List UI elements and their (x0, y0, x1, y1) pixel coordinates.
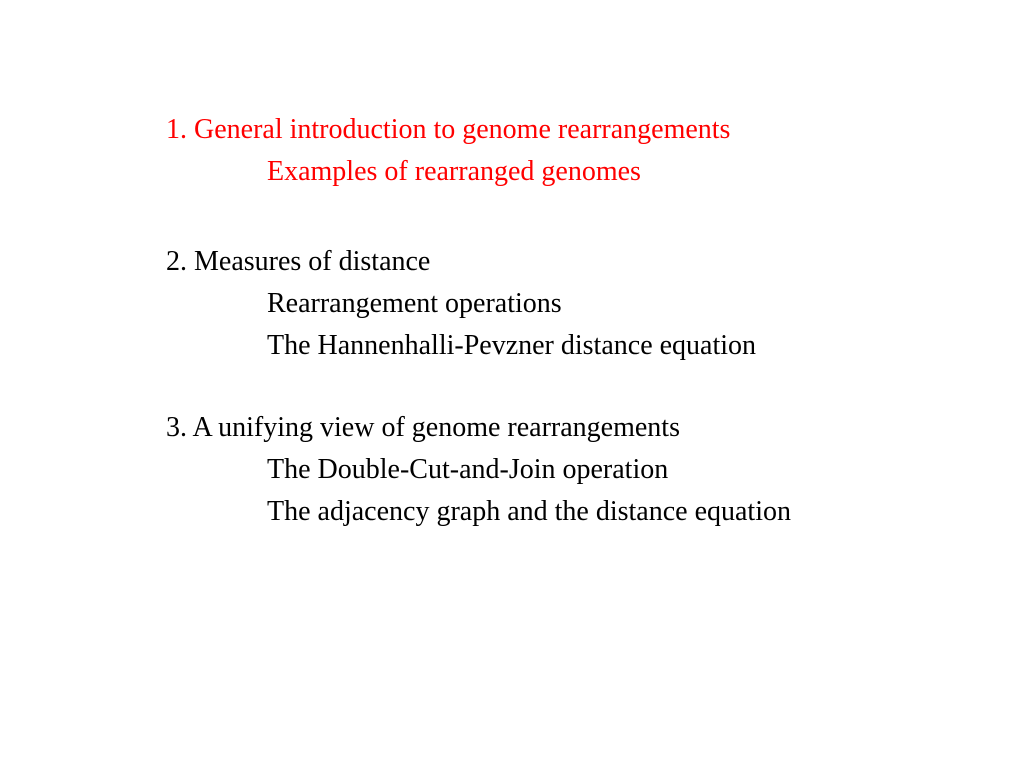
outline-section-1 (166, 109, 791, 193)
section-heading: 2. Measures of distance (166, 246, 431, 277)
outline-list (166, 109, 791, 533)
section-subitem: The Hannenhalli-Pevzner distance equation (267, 330, 757, 361)
outline-section-3 (166, 407, 791, 533)
section-subitem: The adjacency graph and the distance equation (267, 496, 791, 527)
section-subitem: Examples of rearranged genomes (267, 156, 641, 187)
section-subitem: Rearrangement operations (267, 288, 562, 319)
section-subitem: The Double-Cut-and-Join operation (267, 454, 669, 485)
section-heading: 1. General introduction to genome rearrangements (166, 114, 731, 145)
outline-section-2 (166, 241, 791, 367)
section-heading: 3. A unifying view of genome rearrangements (166, 412, 680, 443)
